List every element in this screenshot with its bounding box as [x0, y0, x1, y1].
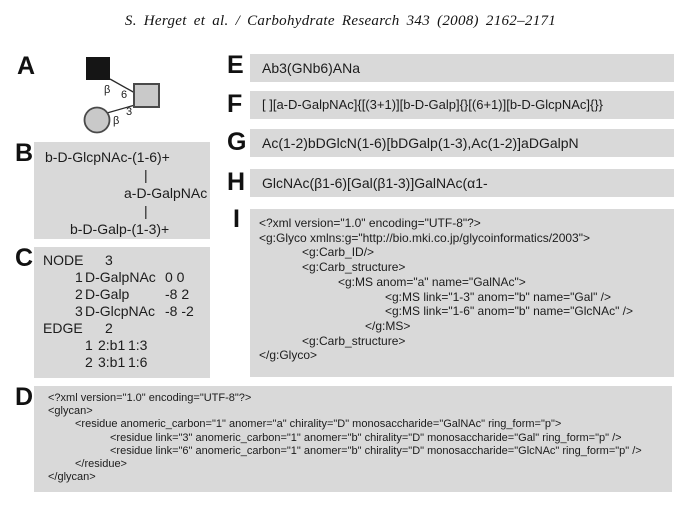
- edge-link: 2:b1: [98, 337, 126, 353]
- xml-line: <g:MS anom="a" name="GalNAc">: [338, 274, 526, 289]
- iupac-condensed-text: GlcNAc(β1-6)[Gal(β1-3)]GalNAc(α1-: [262, 175, 488, 191]
- node-id: 3: [75, 303, 83, 319]
- panel-f-box: [250, 91, 674, 119]
- iupac-line: |: [144, 167, 148, 183]
- node-coords: 0 0: [165, 269, 185, 285]
- panel-f-label: F: [227, 90, 243, 118]
- xml-line: </glycan>: [48, 471, 96, 484]
- xml-line: <g:MS link="1-3" anom="b" name="Gal" />: [385, 289, 612, 304]
- node-id: 2: [75, 286, 83, 302]
- xml-line: <residue link="6" anomeric_carbon="1" anomer="b" chirality="D" monosaccharide="GlcNAc" ring_form="p" />: [110, 444, 642, 457]
- linearcode-text: Ab3(GNb6)ANa: [262, 60, 361, 76]
- edge-row: [34, 337, 210, 354]
- xml-line: <g:Glyco xmlns:g="http://bio.mki.co.jp/glycoinformatics/2003">: [259, 230, 591, 245]
- panel-e-label: E: [227, 51, 244, 79]
- edge-id: 1: [85, 337, 93, 353]
- panel-h-box: [250, 169, 674, 197]
- edge-link: 3:b1: [98, 354, 126, 370]
- edge-header-row: [34, 320, 210, 337]
- node-coords: -8 2: [165, 286, 190, 302]
- iupac-line: b-D-Galp-(1-3)+: [70, 221, 170, 237]
- xml-line: <g:MS link="1-6" anom="b" name="GlcNAc" />: [385, 304, 634, 319]
- edge-target: 1:6: [128, 354, 148, 370]
- panel-c-box: [34, 247, 210, 378]
- iupac-line: |: [144, 203, 148, 219]
- node-count: 3: [105, 252, 113, 268]
- panel-i-box: [250, 209, 674, 377]
- node-row: [34, 286, 210, 303]
- node-coords: -8 -2: [165, 303, 194, 319]
- xml-line: <g:Carb_ID/>: [302, 245, 375, 260]
- node-name: D-GalpNAc: [85, 269, 156, 285]
- xml-line: <residue anomeric_carbon="1" anomer="a" chirality="D" monosaccharide="GalNAc" ring_form="p">: [75, 418, 562, 431]
- iupac-line: b-D-GlcpNAc-(1-6)+: [45, 149, 170, 165]
- panel-a-label: A: [17, 52, 36, 80]
- xml-line: </residue>: [75, 458, 127, 471]
- xml-line: <g:Carb_structure>: [302, 260, 406, 275]
- panel-g-box: [250, 129, 674, 157]
- edge-count: 2: [105, 320, 113, 336]
- edge-keyword: EDGE: [43, 320, 83, 336]
- xml-line: <residue link="3" anomeric_carbon="1" anomer="b" chirality="D" monosaccharide="Gal" ring_form="p" />: [110, 431, 622, 444]
- panel-d-box: [34, 386, 672, 492]
- xml-line: <glycan>: [48, 405, 93, 418]
- glycan-symbol-diagram: [60, 50, 180, 142]
- panel-d-label: D: [15, 383, 34, 411]
- node-name: D-Galp: [85, 286, 130, 302]
- filled-square-icon: [86, 57, 110, 80]
- panel-g-label: G: [227, 128, 247, 156]
- panel-b-box: [34, 142, 210, 239]
- xml-line: <?xml version="1.0" encoding="UTF-8"?>: [259, 216, 481, 230]
- node-keyword: NODE: [43, 252, 84, 268]
- iupac-line: a-D-GalpNAc: [124, 185, 208, 201]
- circle-icon: [85, 108, 110, 133]
- xml-line: </g:MS>: [365, 318, 411, 333]
- edge-target: 1:3: [128, 337, 148, 353]
- edge-id: 2: [85, 354, 93, 370]
- node-id: 1: [75, 269, 83, 285]
- node-row: [34, 269, 210, 286]
- xml-line: <?xml version="1.0" encoding="UTF-8"?>: [48, 392, 252, 404]
- anomer-label-bottom: β: [113, 115, 120, 127]
- journal-citation: S. Herget et al. / Carbohydrate Research 343 (2008) 2162–2171: [124, 13, 557, 29]
- position-label-bottom: 3: [126, 106, 133, 118]
- panel-e-box: [250, 54, 674, 82]
- node-header-row: [34, 252, 210, 269]
- xml-line: <g:Carb_structure>: [302, 333, 406, 348]
- panel-h-label: H: [227, 168, 246, 196]
- panel-i-label: I: [233, 205, 240, 233]
- open-square-icon: [134, 84, 159, 107]
- anomer-label-top: β: [104, 84, 111, 96]
- edge-row: [34, 354, 210, 371]
- node-name: D-GlcpNAc: [85, 303, 156, 319]
- bcsdb-text: Ac(1-2)bDGlcN(1-6)[bDGalp(1-3),Ac(1-2)]aDGalpN: [262, 135, 579, 151]
- node-row: [34, 303, 210, 320]
- linucs-text: [ ][a-D-GalpNAc]{[(3+1)][b-D-Galp]{}[(6+1)][b-D-GlcpNAc]{}}: [262, 97, 604, 112]
- panel-b-label: B: [15, 139, 34, 167]
- xml-line: </g:Glyco>: [259, 348, 318, 363]
- panel-c-label: C: [15, 244, 34, 272]
- position-label-top: 6: [121, 89, 128, 101]
